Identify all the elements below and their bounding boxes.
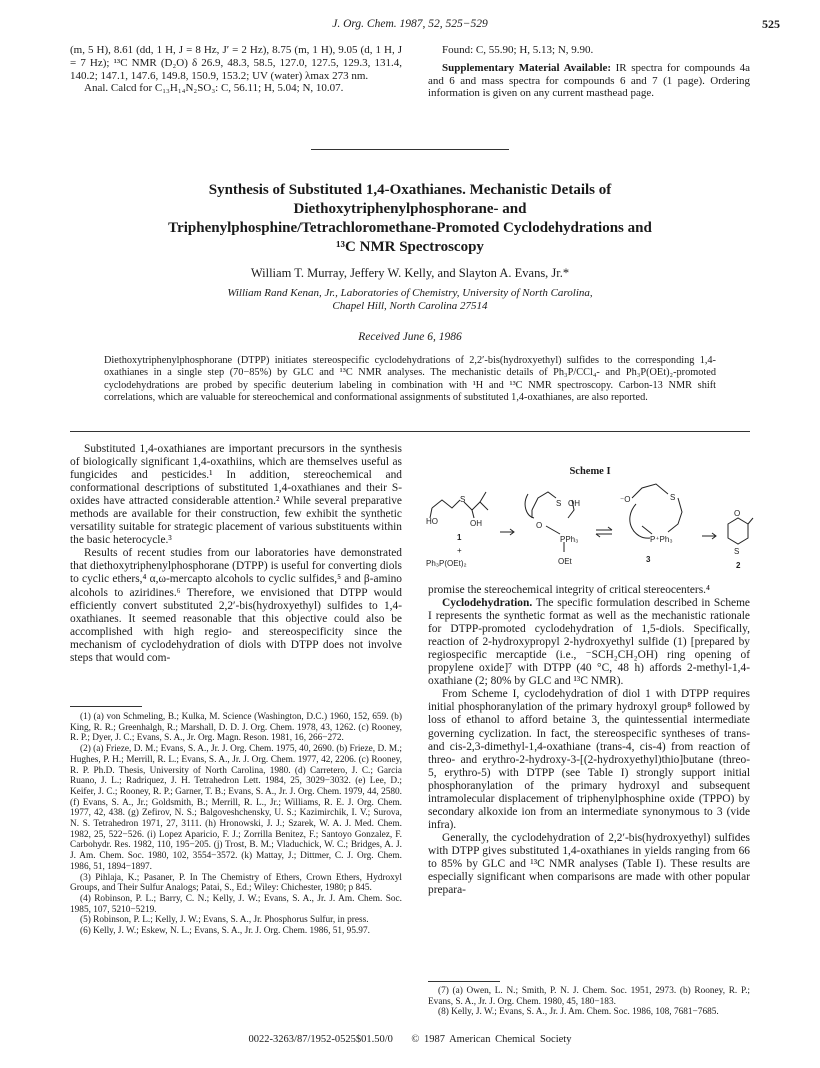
compound-number-1: 1: [457, 533, 462, 542]
bond: [668, 498, 682, 532]
label-oet: OEt: [558, 557, 572, 566]
ring: [728, 518, 748, 544]
yield-paragraph: Generally, the cyclodehydration of 2,2′-bis(hydroxyethyl) sulfides with DTPP gives substituted 1,4-oxathianes in yields ranging from 66 to 85% by GLC and ¹³C NMR analyses (Table I). These results are especially significant when comparisons are made with other popular prepara-: [428, 831, 750, 897]
label-s: S: [670, 493, 676, 502]
prev-article-right: [428, 44, 750, 100]
title-line: Diethoxytriphenylphosphorane- and: [293, 201, 527, 217]
bond: [480, 492, 486, 502]
affiliation-line: Chapel Hill, North Carolina 27514: [332, 300, 488, 312]
intro-paragraph-2: Results of recent studies from our laboratories have demonstrated that diethoxytriphenylphosphorane (DTPP) is useful for converting diols to cyclic ethers,⁴ α,ω-mercapto alcohols to cyclic sulfides,⁵ and β-amino alcohols to aziridines.⁶ Therefore, we envisioned that DTPP would efficiently convert substituted 2,2′-bis(hydroxyethyl) sulfides to 1,4-oxathianes. It seemed reasonable that this objective could also be accomplished with high regio- and stereospecificity since the mechanism of cyclodehydration of diols with DTPP does not involve steps that would com-: [70, 547, 402, 664]
label-o: O: [536, 521, 543, 530]
bond: [642, 526, 652, 534]
compound-number-3: 3: [646, 555, 651, 564]
abstract: Diethoxytriphenylphosphorane (DTPP) initiates stereospecific cyclodehydrations of 2,2′-bis(hydroxyethyl) sulfides to the corresponding 1,4-oxathianes in a single step (70−85%) by GLC and ¹³C NMR analyses. The mechanistic details of Ph₃P/CCl₄- and Ph₃P(OEt)₂-promoted cyclodehydrations are probed by specific deuterium labeling in combination with ¹H and ¹³C NMR spectroscopy. Carbon-13 NMR shift correlations, which are valuable for stereochemical and conformational assignments of substituted 1,4-oxathianes, are also reported.: [104, 355, 716, 404]
footnotes-right: [428, 986, 750, 1018]
bond: [464, 502, 488, 510]
label-s: S: [460, 495, 466, 504]
label-s: S: [734, 547, 740, 556]
article-separator: [311, 149, 509, 150]
bond: [632, 484, 668, 498]
label-oh: OH: [568, 499, 580, 508]
reagent-dtpp: Ph₃P(OEt)₂: [426, 559, 467, 568]
prev-found: Found: C, 55.90; H, 5.13; N, 9.90.: [442, 44, 594, 56]
curved-arrow: [630, 504, 650, 538]
running-header: J. Org. Chem. 1987, 52, 525−529: [332, 18, 488, 30]
received-date: Received June 6, 1986: [358, 331, 462, 343]
authors: William T. Murray, Jeffery W. Kelly, and Slayton A. Evans, Jr.*: [250, 266, 570, 280]
footnote: (8) Kelly, J. W.; Evans, S. A., Jr. J. Am. Chem. Soc. 1986, 108, 7681−7685.: [438, 1007, 719, 1018]
page-number: 525: [762, 17, 780, 31]
section-heading: Cyclodehydration.: [442, 597, 533, 610]
copyright: © 1987 American Chemical Society: [411, 1034, 572, 1045]
prev-analysis: Anal. Calcd for C₁₃H₁₄N₂SO₃: C, 56.11; H, 5.04; N, 10.07.: [84, 82, 344, 95]
scheme-diagram: [424, 480, 754, 572]
bond: [472, 510, 474, 518]
title-line: ¹³C NMR Spectroscopy: [336, 239, 484, 255]
bond: [748, 518, 753, 524]
footnote: (2) (a) Frieze, D. M.; Evans, S. A., Jr. J. Org. Chem. 1975, 40, 2690. (b) Frieze, D. M.; Hughes, P. H.; Merrill, R. L.; Evans, S. A., Jr. J. Org. Chem. 1977, 42, 2206. (c) Rooney, R. P. Ph.D. Thesis, University of North Carolina, 1980. (d) Carretero, J. C.; Garcia Ruano, J. L.; Radriquez, J. H. Tetrahedron Lett. 1984, 25, 3029−3032. (e) Lee, D.; Keifer, J. C.; Rooney, R. P.; Garner, T. B.; Evans, S. A., Jr. J. Org. Chem. 1979, 44, 2580. (f) Evans, S. A., Jr.; Goldsmith, B.; Merrill, R. L., Jr.; Williams, R. E. J. Org. Chem. 1977, 42, 438. (g) Zefirov, N. S.; Balgoveshchensky, U. S.; Kazimirchik, I. V.; Surova, N. S. Tetrahedron 1971, 27, 3111. (h) Hronowski, J. J.; Szarek, W. A. J. Med. Chem. 1982, 25, 522−526. (i) Lopez Aparicio, F. J.; Zorrilla Benitez, F.; Santoyo Gonzalez, F. Carbohydr. Res. 1982, 110, 195−205. (j) Trost, B. M.; Vladuchick, W. C.; Bridges, A. J. J. Am. Chem. Soc. 1980, 102, 3554−3572. (k) Mattay, J.; Dittmer, C. J. Org. Chem. 1986, 51, 1894−1897.: [70, 744, 402, 872]
mechanism-paragraph: From Scheme I, cyclodehydration of diol 1 with DTPP requires initial phosphoranylation of the primary hydroxyl group⁸ followed by loss of ethanol to afford betaine 3, the quintessential intermediate governing cyclization. In fact, the stereospecific syntheses of trans- and cis-2,3-dimethyl-1,4-oxathiane (trans-4, cis-4) from reaction of threo- and erythro-2-hydroxy-3-[(2-hydroxyethyl)thio]butane (threo-5, erythro-5) with DTPP (see Table I) strongly support initial phosphoranylation of the primary hydroxyl and subsequent intramolecular displacement of triphenylphosphine oxide (TPPO) by secondary alkoxide ion from an intermediate synonymous to 3 (vide infra).: [428, 688, 750, 831]
page-footer: [0, 1034, 820, 1045]
intro-paragraph-1: Substituted 1,4-oxathianes are important precursors in the synthesis of biologically significant 1,4-oxathiins, which are themselves useful as fungicides and pesticides.¹ In addition, stereochemical and conformational descriptions of substituted 1,4-oxathianes and their S-oxides have attracted considerable attention.² While several preparative methods are available for their construction, few exhibit the synthetic versatility suitable for strategic placement of various substituents within the basic heterocycle.³: [70, 443, 402, 547]
supp-text: IR spectra for compounds 4a and 6 and mass spectra for compounds 6 and 7 (1 page). Ordering information is given on any current masthead page.: [428, 61, 750, 100]
label-plus: +: [457, 546, 462, 555]
affiliation-line: William Rand Kenan, Jr., Laboratories of Chemistry, University of North Carolina,: [227, 287, 593, 299]
label-oh: OH: [470, 519, 482, 528]
bond: [532, 492, 556, 510]
label-s: S: [556, 499, 562, 508]
title-line: Synthesis of Substituted 1,4-Oxathianes. Mechanistic Details of: [208, 182, 612, 198]
footnote: (5) Robinson, P. L.; Kelly, J. W.; Evans, S. A., Jr. Phosphorus Sulfur, in press.: [80, 915, 369, 926]
footnote-rule-right: [428, 981, 500, 982]
prev-article-left: [70, 44, 402, 95]
right-column-body: [428, 584, 750, 897]
article-title: [70, 181, 750, 257]
article-code: 0022-3263/87/1952-0525$01.50/0: [248, 1034, 393, 1045]
label-o-minus: ⁻O: [620, 495, 631, 504]
label-o: O: [734, 509, 741, 518]
footnotes-left: [70, 712, 402, 937]
label-pph3-plus: P⁺Ph₃: [650, 535, 673, 544]
compound-number-2: 2: [736, 561, 741, 570]
footnote: (4) Robinson, P. L.; Barry, C. N.; Kelly, J. W.; Evans, S. A., Jr. J. Am. Chem. Soc. 1985, 107, 5210−5219.: [70, 893, 402, 915]
abstract-rule: [70, 431, 750, 432]
cyclodehydration-paragraph: [428, 597, 750, 688]
continued-paragraph: promise the stereochemical integrity of critical stereocenters.⁴: [428, 584, 710, 596]
label-ho: HO: [426, 517, 438, 526]
scheme-title: Scheme I: [569, 466, 611, 477]
bond: [546, 526, 560, 534]
supp-label: Supplementary Material Available:: [442, 61, 612, 74]
paragraph-text: The specific formulation described in Scheme I represents the synthetic format as well as the mechanistic rationale for DTPP-promoted cyclodehydration of 1,5-diols. Specifically, reaction of 2-hydroxypropyl 2-hydroxyethyl sulfide (1) [prepared by regiospecific mercaptide (i.e., ⁻SCH₂CH₂OH) ring opening of propylene oxide]⁷ with DTPP (40 °C, 48 h) affords 2-methyl-1,4-oxathiane (2; 80% by GLC and ¹³C NMR).: [428, 597, 750, 688]
title-line: Triphenylphosphine/Tetrachloromethane-Promoted Cyclodehydrations and: [168, 220, 652, 236]
supplementary-material: [428, 62, 750, 100]
footnote: (3) Pihlaja, K.; Pasaner, P. In The Chemistry of Ethers, Crown Ethers, Hydroxyl Groups, and Their Sulfur Analogs; Patai, S., Ed.; Wiley: Chichester, 1980; p 845.: [70, 872, 402, 894]
curved-arrow: [525, 494, 534, 518]
prev-nmr-data: (m, 5 H), 8.61 (dd, 1 H, J = 8 Hz, J′ = 2 Hz), 8.75 (m, 1 H), 9.05 (d, 1 H, J = 7 Hz); ¹³C NMR (D₂O) δ 26.9, 48.3, 58.5, 127.0, 127.5, 129.3, 131.4, 140.2; 147.1, 147.6, 149.8, 150.9, 153.2; UV (water) λmax 273 nm.: [70, 44, 402, 82]
left-column-body: [70, 443, 402, 665]
footnote: (1) (a) von Schmeling, B.; Kulka, M. Science (Washington, D.C.) 1960, 152, 659. (b) King, R. R.; Greenhalgh, R.; Marshall, D. D. J. Org. Chem. 1978, 43, 1262. (c) Rooney, R. P.; Dyer, J. C.; Evans, S. A., Jr. Org. Magn. Reson. 1981, 16, 266−272.: [70, 712, 402, 744]
affiliation: [90, 287, 730, 313]
label-pph3: PPh₃: [560, 535, 579, 544]
footnote-rule: [70, 706, 142, 707]
bond: [432, 500, 460, 508]
footnote: (6) Kelly, J. W.; Eskew, N. L.; Evans, S. A., Jr. J. Org. Chem. 1986, 51, 95.97.: [80, 926, 370, 937]
footnote: (7) (a) Owen, L. N.; Smith, P. N. J. Chem. Soc. 1951, 2973. (b) Rooney, R. P.; Evans, S. A., Jr. J. Org. Chem. 1980, 45, 180−183.: [428, 986, 750, 1007]
